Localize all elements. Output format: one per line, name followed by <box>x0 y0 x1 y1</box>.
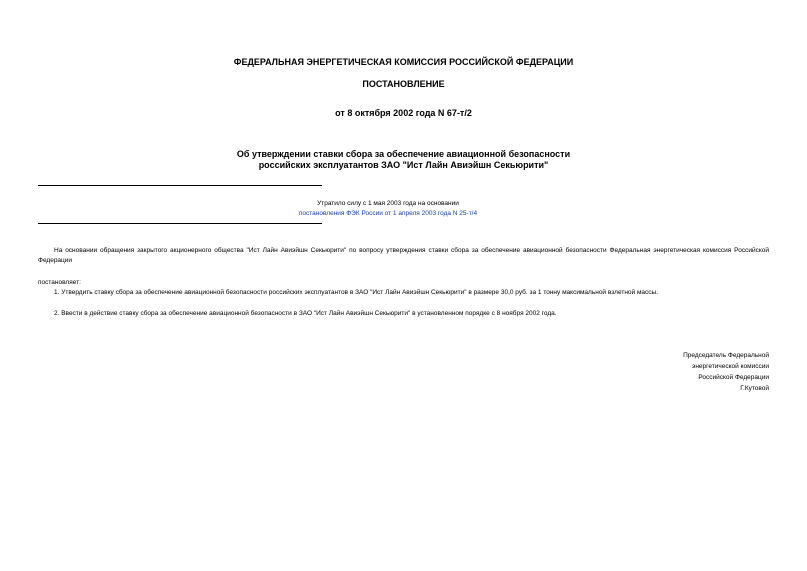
resolution-item-2: 2. Ввести в действие ставку сбора за обеспечение авиационной безопасности в ЗАО "Ист Лайн Авиэйшн Секьюрити" в установленном порядке с 8 ноября 2002 года. <box>54 310 557 317</box>
signature-block <box>683 350 769 394</box>
resolution-item-1: 1. Утвердить ставку сбора за обеспечение авиационной безопасности российских эксплуатантов в ЗАО "Ист Лайн Авиэйшн Секьюрити" в размере 30,0 руб. за 1 тонну максимальной взлетной массы. <box>54 289 659 296</box>
status-note-link-row <box>38 209 738 219</box>
status-note-top-divider <box>38 185 322 186</box>
document-title-line-2: российских эксплуатантов ЗАО "Ист Лайн Авиэйшн Секьюрити" <box>258 160 549 170</box>
resolves-label: постановляет: <box>38 279 81 286</box>
document-title-line-1: Об утверждении ставки сбора за обеспечение авиационной безопасности <box>236 149 571 159</box>
signatory-name: Г.Кутовой <box>740 385 769 392</box>
document-type-heading: ПОСТАНОВЛЕНИЕ <box>362 79 445 89</box>
status-note-bottom-divider <box>38 223 322 224</box>
signature-position-line-1: Председатель Федеральной <box>683 352 769 359</box>
signature-position-line-3: Российской Федерации <box>698 374 769 381</box>
preamble-paragraph: На основании обращения закрытого акционерного общества "Ист Лайн Авиэйшн Секьюрити" по вопросу утверждения ставки сбора за обеспечение авиационной безопасности Федеральная энергетическая комиссия Российской Федерации <box>38 247 769 264</box>
agency-heading: ФЕДЕРАЛЬНАЯ ЭНЕРГЕТИЧЕСКАЯ КОМИССИЯ РОССИЙСКОЙ ФЕДЕРАЦИИ <box>233 57 574 67</box>
signature-position-line-2: энергетической комиссии <box>692 363 769 370</box>
document-date-number: от 8 октября 2002 года N 67-т/2 <box>335 108 472 118</box>
repeal-document-link[interactable]: постановления ФЭК России от 1 апреля 2003 года N 25-т/4 <box>298 210 478 217</box>
status-note-text: Утратило силу с 1 мая 2003 года на основании <box>317 200 459 207</box>
